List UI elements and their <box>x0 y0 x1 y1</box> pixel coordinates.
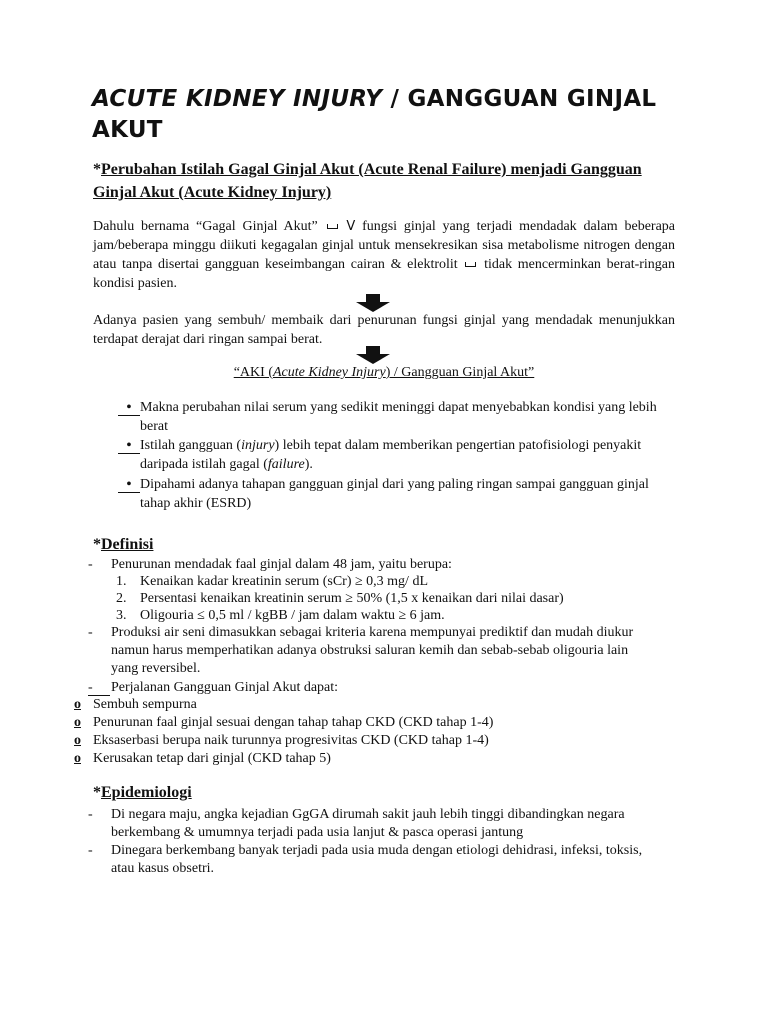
bullet-item: • Makna perubahan nilai serum yang sedikit meninggi dapat menyebabkan kondisi yang lebih berat <box>118 398 678 436</box>
o-mark: o <box>74 697 81 712</box>
intro-part1: Dahulu bernama “Gagal Ginjal Akut” <box>93 219 318 234</box>
outcome-item: o Eksaserbasi berupa naik turunnya progresivitas CKD (CKD tahap 1-4) <box>74 733 489 748</box>
numbered-item: 2. Persentasi kenaikan kreatinin serum ≥ 50% (1,5 x kenaikan dari nilai dasar) <box>116 591 564 606</box>
numbered-item: 1. Kenaikan kadar kreatinin serum (sCr) ≥ 0,3 mg/ dL <box>116 574 428 589</box>
down-arrow-icon <box>355 346 391 364</box>
dash-mark: - <box>88 625 93 640</box>
numbered-item: 3. Oligouria ≤ 0,5 ml / kgBB / jam dalam waktu ≥ 6 jam. <box>116 608 445 623</box>
o-mark: o <box>74 751 81 766</box>
outcome-item: o Sembuh sempurna <box>74 697 197 712</box>
v-arrow-icon: V <box>346 219 356 234</box>
down-arrow-icon <box>355 294 391 312</box>
bullet-icon: • <box>118 398 140 416</box>
subtitle-star: * <box>93 161 101 178</box>
outcome-item: o Penurunan faal ginjal sesuai dengan tahap tahap CKD (CKD tahap 1-4) <box>74 715 494 730</box>
dash-mark: - <box>88 679 110 696</box>
paragraph-2: Adanya pasien yang sembuh/ membaik dari penurunan fungsi ginjal yang mendadak menunjukkan terdapat derajat dari ringan sampai berat. <box>93 313 675 347</box>
bullet-icon: • <box>118 436 140 454</box>
dash-mark: - <box>88 807 93 822</box>
subtitle-text: Perubahan Istilah Gagal Ginjal Akut (Acute Renal Failure) menjadi Gangguan Ginjal Akut (Acute Kidney Injury) <box>93 161 642 201</box>
title-italic: ACUTE KIDNEY INJURY <box>92 86 383 112</box>
right-arrow-icon <box>327 224 338 229</box>
definisi-item: - Perjalanan Gangguan Ginjal Akut dapat: <box>88 680 339 695</box>
intro-part2: fungsi ginjal yang terjadi mendadak dalam beberapa jam/beberapa minggu diikuti kegagalan ginjal untuk mensekresikan sisa metabolisme nitrogen dengan atau tanpa disertai gangguan keseimbangan cairan & elektrolit <box>93 219 676 272</box>
bullet-item: • Istilah gangguan (injury) lebih tepat dalam memberikan pengertian patofisiologi penyakit daripada istilah gagal (failure). <box>118 436 678 474</box>
dash-mark: - <box>88 843 93 858</box>
bullet-icon: • <box>118 475 140 493</box>
bullet-item: • Dipahami adanya tahapan gangguan ginjal dari yang paling ringan sampai gangguan ginjal tahap akhir (ESRD) <box>118 475 678 513</box>
outcome-item: o Kerusakan tetap dari ginjal (CKD tahap 5) <box>74 751 331 766</box>
intro-part3: tidak mencerminkan berat-ringan kondisi pasien. <box>93 257 676 291</box>
epidemiologi-heading: *Epidemiologi <box>93 784 192 801</box>
subtitle <box>93 158 683 204</box>
dash-mark: - <box>88 557 93 572</box>
definisi-item: - Produksi air seni dimasukkan sebagai kriteria karena mempunyai prediktif dan mudah diukur namun harus memperhatikan adanya obstruksi saluran kemih dan sebab-sebab oligouria lain yang reversibel. <box>88 625 634 676</box>
o-mark: o <box>74 733 81 748</box>
aki-line: “AKI (Acute Kidney Injury) / Gangguan Ginjal Akut” <box>233 365 535 380</box>
definisi-item: - Penurunan mendadak faal ginjal dalam 48 jam, yaitu berupa: <box>88 557 452 572</box>
epidemiologi-item: - Dinegara berkembang banyak terjadi pada usia muda dengan etiologi dehidrasi, infeksi, toksis, atau kasus obsetri. <box>88 843 643 876</box>
intro-paragraph <box>93 217 675 293</box>
title-rest: / GANGGUAN GINJAL AKUT <box>92 86 657 143</box>
definisi-heading: *Definisi <box>93 536 154 553</box>
o-mark: o <box>74 715 81 730</box>
right-arrow-icon <box>465 262 476 267</box>
epidemiologi-item: - Di negara maju, angka kejadian GgGA dirumah sakit jauh lebih tinggi dibandingkan negara berkembang & umumnya terjadi pada usia lanjut & pasca operasi jantung <box>88 807 625 840</box>
page-title <box>92 84 682 146</box>
